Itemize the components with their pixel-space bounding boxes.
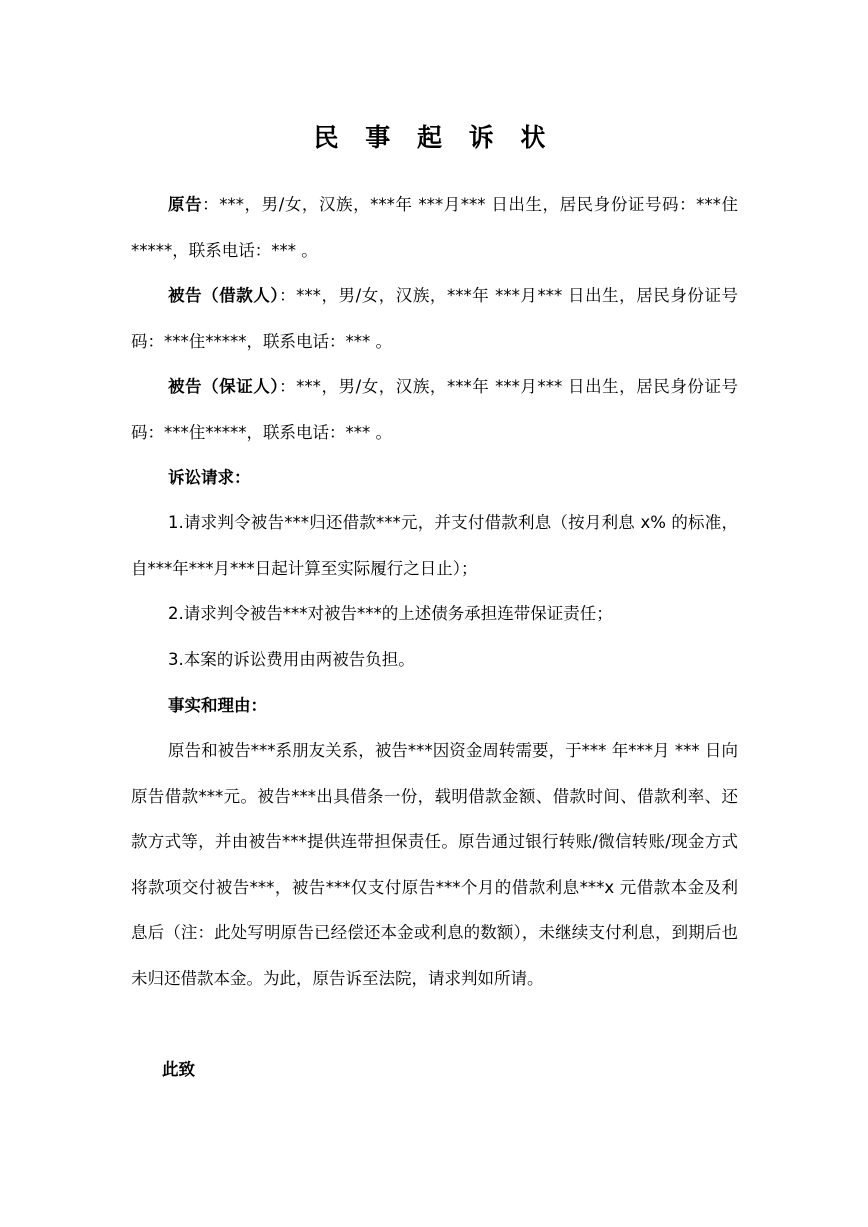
claim-item: 2.请求判令被告***对被告***的上述债务承担连带保证责任； [168, 604, 613, 623]
defendant-guarantor-label: 被告（保证人） [168, 377, 280, 396]
defendant-guarantor-paragraph [131, 364, 738, 455]
claim-item: 3.本案的诉讼费用由两被告负担。 [168, 650, 415, 669]
claims-heading: 诉讼请求： [168, 468, 251, 487]
claim-item: 1.请求判令被告***归还借款***元，并支付借款利息（按月利息 x% 的标准，自***年***月***日起计算至实际履行之日止）； [131, 513, 738, 578]
defendant-borrower-paragraph [131, 273, 738, 364]
defendant-borrower-details: ：***，男/女，汉族，***年 ***月*** 日出生，居民身份证号码：***住*****，联系电话：*** 。 [131, 286, 738, 351]
facts-paragraph: 原告和被告***系朋友关系，被告***因资金周转需要，于*** 年***月 *** 日向原告借款***元。被告***出具借条一份，载明借款金额、借款时间、借款利率、还款方式等，并由被告***提供连带担保责任。原告通过银行转账/微信转账/现金方式将款项交付被告***，被告***仅支付原告***个月的借款利息***x 元借款本金及利息后（注：此处写明原告已经偿还本金或利息的数额），未继续支付利息，到期后也未归还借款本金。为此，原告诉至法院，请求判如所请。 [131, 741, 738, 988]
facts-heading: 事实和理由： [168, 696, 267, 715]
plaintiff-label: 原告 [168, 195, 203, 214]
defendant-guarantor-details: ：***，男/女，汉族，***年 ***月*** 日出生，居民身份证号码：***住*****，联系电话：*** 。 [131, 377, 738, 442]
plaintiff-details: ：***，男/女，汉族，***年 ***月*** 日出生，居民身份证号码：***住*****，联系电话：*** 。 [131, 195, 739, 260]
document-title: 民 事 起 诉 状 [313, 123, 555, 152]
plaintiff-paragraph [131, 182, 738, 273]
closing-salutation: 此致 [162, 1060, 195, 1079]
defendant-borrower-label: 被告（借款人） [168, 286, 280, 305]
